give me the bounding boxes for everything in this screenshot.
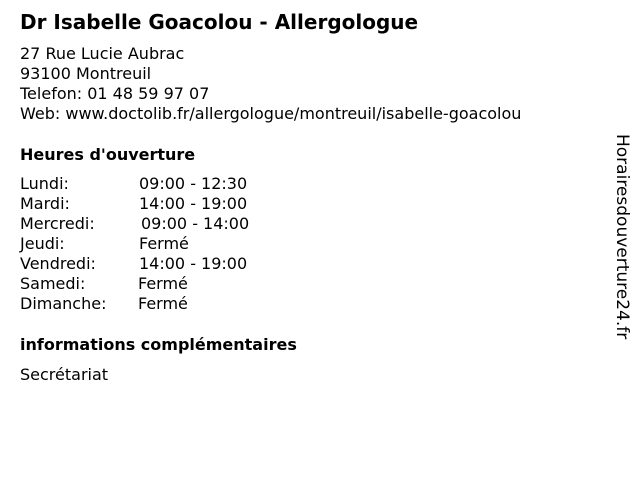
hours-day: Jeudi:: [20, 234, 65, 253]
hours-time: 09:00 - 12:30: [139, 174, 248, 193]
hours-row-thursday: [20, 234, 280, 254]
opening-hours-table: [20, 174, 280, 314]
additional-info-text: Secrétariat: [20, 365, 109, 384]
hours-row-monday: [20, 174, 280, 194]
hours-row-friday: [20, 254, 280, 274]
opening-hours-heading: Heures d'ouverture: [20, 145, 196, 164]
hours-day: Samedi:: [20, 274, 86, 293]
address-block: [20, 44, 521, 124]
address-city: 93100 Montreuil: [20, 64, 152, 83]
hours-day: Lundi:: [20, 174, 69, 193]
hours-time: 14:00 - 19:00: [139, 194, 248, 213]
additional-info-heading: informations complémentaires: [20, 335, 297, 354]
hours-row-saturday: [20, 274, 280, 294]
site-brand-watermark[interactable]: Horairesdouverture24.fr: [612, 134, 632, 340]
hours-time: Fermé: [138, 294, 188, 313]
hours-time: Fermé: [139, 234, 189, 253]
hours-row-wednesday: [20, 214, 280, 234]
hours-day: Mardi:: [20, 194, 70, 213]
phone-number: Telefon: 01 48 59 97 07: [20, 84, 210, 103]
website-link[interactable]: Web: www.doctolib.fr/allergologue/montreuil/isabelle-goacolou: [20, 104, 522, 123]
hours-time: 09:00 - 14:00: [141, 214, 250, 233]
hours-time: Fermé: [138, 274, 188, 293]
hours-day: Dimanche:: [20, 294, 107, 313]
hours-day: Vendredi:: [20, 254, 96, 273]
page-title: Dr Isabelle Goacolou - Allergologue: [20, 10, 419, 34]
hours-day: Mercredi:: [20, 214, 95, 233]
hours-row-tuesday: [20, 194, 280, 214]
address-street: 27 Rue Lucie Aubrac: [20, 44, 185, 63]
hours-row-sunday: [20, 294, 280, 314]
hours-time: 14:00 - 19:00: [139, 254, 248, 273]
